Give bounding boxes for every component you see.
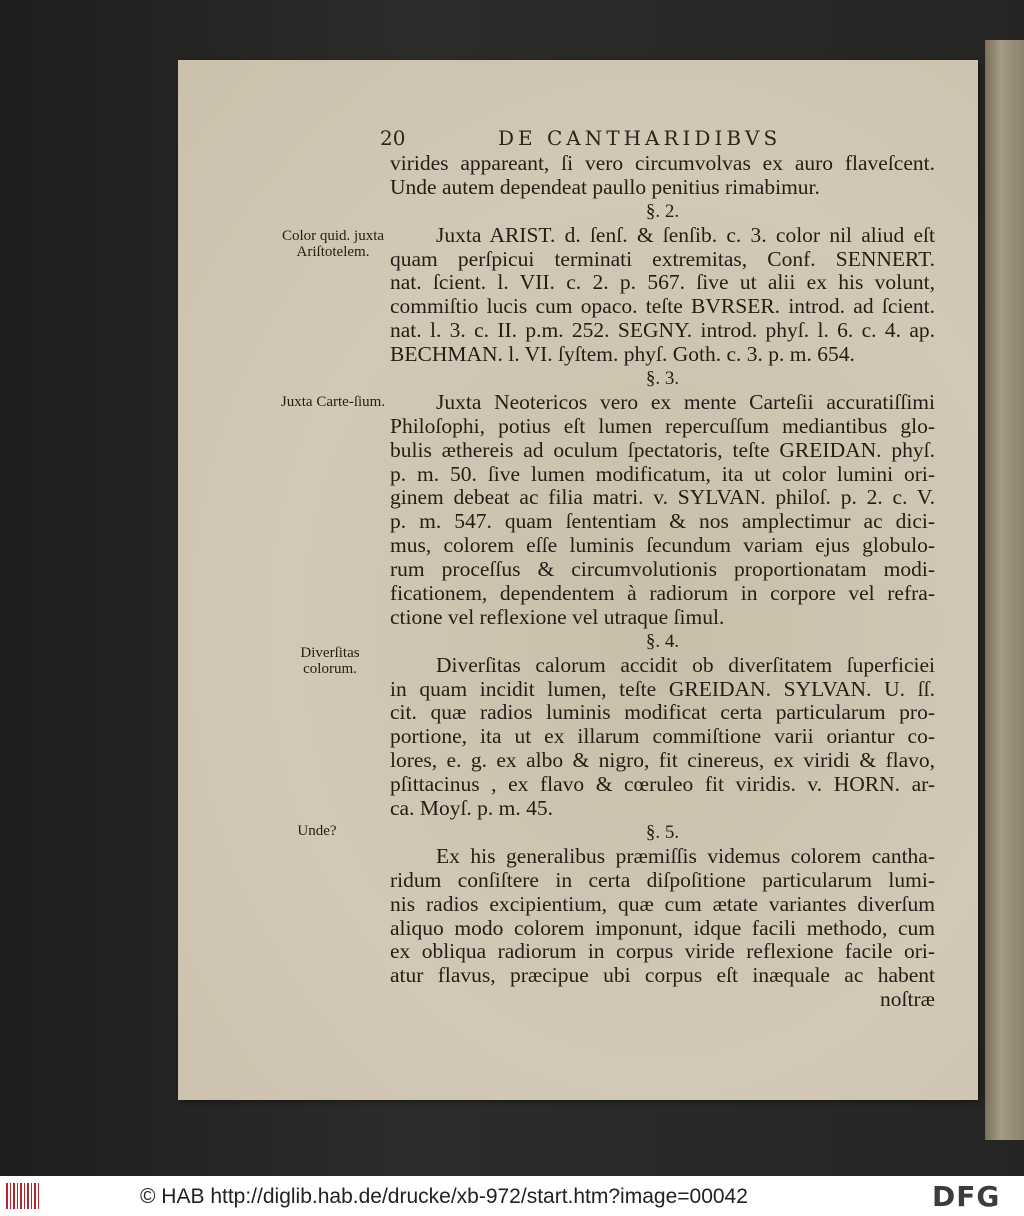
text-line: ctione vel reflexione vel utraque ſimul. bbox=[390, 605, 725, 629]
text-line: rum proceſſus & circumvolutionis proportionatam modi- bbox=[390, 558, 935, 582]
copyright-link[interactable]: © HAB http://diglib.hab.de/drucke/xb-972/start.htm?image=00042 bbox=[140, 1185, 748, 1208]
text-line: lores, e. g. ex albo & nigro, fit cinereus, ex viridi & flavo, bbox=[390, 749, 935, 773]
text-line: mus, colorem eſſe luminis ſecundum variam ejus globulo- bbox=[390, 534, 935, 558]
barcode-icon bbox=[6, 1183, 40, 1209]
text-line: cit. quæ radios luminis modificat certa particularum pro- bbox=[390, 701, 935, 725]
text-line: BECHMAN. l. VI. ſyſtem. phyſ. Goth. c. 3. p. m. 654. bbox=[390, 343, 855, 367]
text-line: p. m. 547. quam ſententiam & nos amplectimur ac dici- bbox=[390, 510, 935, 534]
text-line: commiſtio lucis cum opaco. teſte BVRSER. introd. ad ſcient. bbox=[390, 295, 935, 319]
text-line: aliquo modo colorem imponunt, idque facili methodo, cum bbox=[390, 916, 935, 940]
text-line: ca. Moyſ. p. m. 45. bbox=[390, 797, 554, 821]
section-heading: §. 4. bbox=[645, 630, 680, 652]
text-line: Philoſophi, potius eſt lumen repercuſſum mediantibus glo- bbox=[390, 414, 935, 438]
body-text bbox=[390, 152, 935, 1012]
text-line: bulis æthereis ad oculum ſpectatoris, teſte GREIDAN. phyſ. bbox=[390, 438, 935, 462]
section-heading: §. 2. bbox=[645, 200, 680, 222]
text-line: virides appareant, ſi vero circumvolvas ex auro flaveſcent. bbox=[390, 152, 935, 175]
catchword: noſtræ bbox=[880, 988, 935, 1012]
text-line: ex obliqua radiorum in corpus viride reflexione facile ori- bbox=[390, 940, 935, 964]
text-line: in quam incidit lumen, teſte GREIDAN. SYLVAN. U. ſſ. bbox=[390, 677, 935, 701]
facing-page-edge bbox=[985, 40, 1024, 1140]
text-line: atur flavus, præcipue ubi corpus eſt inæquale ac habent bbox=[390, 964, 935, 988]
text-line: quam perſpicui terminati extremitas, Conf. SENNERT. bbox=[390, 247, 935, 271]
text-line: Juxta Neotericos vero ex mente Carteſii accuratiſſimi bbox=[436, 390, 935, 414]
text-line: Juxta ARIST. d. ſenſ. & ſenſib. c. 3. color nil aliud eſt bbox=[436, 223, 935, 247]
text-line: nis radios excipientium, quæ cum ætate variantes diverſum bbox=[390, 892, 935, 916]
dfg-logo: DFG bbox=[932, 1180, 1001, 1213]
section-heading: §. 3. bbox=[645, 368, 680, 390]
margin-note-diversitas: Diverſitas colorum. bbox=[300, 645, 360, 677]
margin-note-unde: Unde? bbox=[297, 823, 337, 839]
text-line: Diverſitas calorum accidit ob diverſitatem ſuperficiei bbox=[436, 653, 935, 677]
text-line: ficationem, dependentem à radiorum in corpore vel refra- bbox=[390, 582, 935, 606]
page-header bbox=[380, 126, 940, 152]
text-line: nat. l. 3. c. II. p.m. 252. SEGNY. introd. phyſ. l. 6. c. 4. ap. bbox=[390, 319, 935, 343]
page-number: 20 bbox=[380, 126, 406, 150]
running-title: DE CANTHARIDIBVS bbox=[498, 126, 782, 150]
text-line: ridum conſiſtere in certa diſpoſitione particularum lumi- bbox=[390, 868, 935, 892]
text-line: pſittacinus , ex flavo & cœruleo fit viridis. v. HORN. ar- bbox=[390, 773, 935, 797]
section-heading: §. 5. bbox=[645, 821, 680, 843]
margin-note-cartesium: Juxta Carte-ſium. bbox=[280, 394, 386, 410]
text-line: ginem debeat ac filia matri. v. SYLVAN. philoſ. p. 2. c. V. bbox=[390, 486, 935, 510]
text-line: nat. ſcient. l. VII. c. 2. p. 567. ſive ut alii ex his volunt, bbox=[390, 271, 935, 295]
text-line: Ex his generalibus præmiſſis videmus colorem cantha- bbox=[436, 844, 935, 868]
text-line: p. m. 50. ſive lumen modificatum, ita ut color lumini ori- bbox=[390, 462, 935, 486]
margin-note-color: Color quid. juxta Ariſtotelem. bbox=[281, 228, 385, 260]
text-line: Unde autem dependeat paullo penitius rimabimur. bbox=[390, 175, 820, 199]
text-line: portione, ita ut ex illarum commiſtione varii oriantur co- bbox=[390, 725, 935, 749]
